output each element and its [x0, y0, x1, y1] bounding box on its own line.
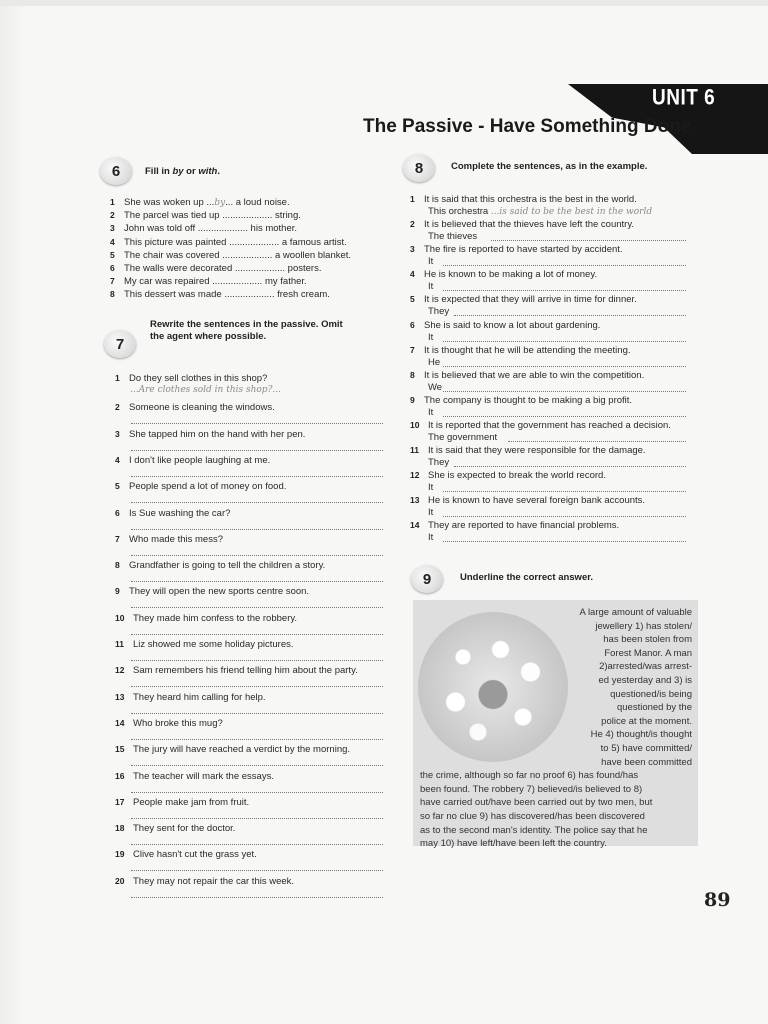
item-sentence: The company is thought to be making a big profit. [424, 394, 633, 406]
exercise-7-item [115, 455, 270, 466]
item-number: 8 [110, 289, 115, 300]
exercise-6-item [110, 276, 307, 287]
item-sentence: Who broke this mug? [133, 717, 223, 729]
item-number: 7 [115, 533, 120, 544]
item-starter [428, 256, 433, 267]
item-text-before: The chair was covered ................... [124, 249, 273, 261]
item-number: 8 [115, 560, 120, 571]
item-number: 5 [410, 294, 415, 305]
exercise-8-item [410, 445, 646, 456]
item-number: 8 [410, 369, 415, 380]
exercise-8-item [410, 370, 644, 381]
item-number: 5 [110, 249, 115, 260]
answer-line[interactable] [443, 391, 686, 392]
answer-line[interactable] [491, 240, 686, 241]
item-starter [428, 231, 477, 242]
item-number: 12 [410, 470, 420, 481]
item-starter [428, 432, 497, 443]
passage-line: A large amount of valuable [579, 607, 692, 618]
example-answer: ...Are clothes sold in this shop?... [130, 385, 281, 395]
item-number: 4 [410, 269, 415, 280]
item-text-after: a famous artist. [279, 236, 347, 248]
item-sentence: People spend a lot of money on food. [129, 481, 287, 493]
item-number: 6 [410, 319, 415, 330]
answer-line[interactable] [443, 290, 686, 291]
item-number: 14 [410, 520, 420, 531]
exercise-6-item [110, 250, 351, 261]
item-sentence: People make jam from fruit. [133, 796, 250, 808]
page-number: 89 [704, 889, 731, 911]
item-number: 3 [410, 244, 415, 255]
item-sentence: They may not repair the car this week. [133, 875, 295, 887]
item-number: 9 [115, 586, 120, 597]
item-sentence: It is expected that they will arrive in time for dinner. [424, 294, 637, 306]
exercise-7-item [115, 373, 267, 384]
item-number: 6 [110, 263, 115, 273]
item-text-after: posters. [285, 263, 322, 274]
starter-word: They [428, 457, 450, 468]
answer-line[interactable] [443, 341, 686, 342]
item-starter [428, 507, 433, 518]
answer-line[interactable] [131, 476, 383, 477]
item-number: 10 [410, 419, 420, 430]
item-starter [428, 357, 440, 368]
passage-line: has been stolen from [603, 634, 692, 646]
answer-line[interactable] [454, 315, 686, 316]
exercise-6-instruction: Fill in by or with. [145, 166, 220, 177]
item-number: 10 [115, 612, 125, 623]
answer-line[interactable] [454, 466, 686, 467]
item-number: 4 [115, 454, 120, 465]
item-number: 13 [410, 495, 420, 506]
item-sentence: He is known to have several foreign bank accounts. [428, 495, 646, 507]
item-number: 13 [115, 691, 125, 702]
item-text-after: my father. [262, 276, 307, 288]
item-starter [428, 457, 449, 468]
handwritten-answer [130, 384, 281, 395]
item-number: 1 [410, 194, 415, 204]
exercise-8-item [410, 194, 637, 205]
item-sentence: They made him confess to the robbery. [133, 612, 298, 624]
passage-line: ed yesterday and 3) is [598, 675, 692, 686]
exercise-8-item [410, 294, 637, 305]
item-number: 2 [410, 219, 415, 230]
item-number: 1 [110, 197, 115, 207]
item-text-after: his mother. [247, 223, 298, 235]
item-sentence: I don't like people laughing at me. [129, 454, 271, 466]
answer-line[interactable] [443, 416, 686, 417]
exercise-6-badge: 6 [100, 157, 132, 185]
exercise-7-item [115, 534, 223, 545]
unit-label: UNIT 6 [652, 86, 716, 111]
exercise-6-item [110, 263, 321, 274]
exercise-8-item [410, 269, 597, 280]
item-text-before: This picture was painted ................... [124, 236, 280, 248]
answer-line[interactable] [443, 265, 686, 266]
starter-word: They [428, 306, 450, 318]
starter-word: We [428, 381, 443, 393]
item-sentence: Someone is cleaning the windows. [129, 402, 275, 414]
item-text-after: fresh cream. [274, 289, 330, 301]
item-sentence: She is expected to break the world record. [428, 470, 606, 482]
item-sentence: They heard him calling for help. [133, 691, 266, 703]
exercise-7-item [115, 823, 235, 834]
jewellery-image [418, 612, 568, 762]
item-number: 7 [110, 276, 115, 287]
answer-line[interactable] [131, 686, 383, 687]
starter-word: It [428, 331, 434, 343]
exercise-8-badge: 8 [403, 154, 435, 182]
answer-line[interactable] [131, 792, 383, 793]
answer-line[interactable] [131, 818, 383, 819]
exercise-8-item [410, 395, 632, 406]
item-starter [428, 281, 433, 292]
exercise-8-item [410, 495, 645, 506]
exercise-7-item [115, 586, 309, 597]
item-number: 11 [410, 445, 419, 455]
starter-word: The government [428, 431, 498, 443]
answer-line[interactable] [508, 441, 686, 442]
item-text-after: a woollen blanket. [272, 249, 352, 261]
exercise-7-item [115, 718, 223, 729]
passage-line: jewellery 1) has stolen/ [595, 620, 692, 632]
item-sentence: She is said to know a lot about gardening. [424, 319, 601, 331]
page-title: The Passive - Have Something Done [363, 116, 692, 137]
item-text-before: This dessert was made ................... [124, 289, 275, 301]
item-starter [428, 306, 449, 317]
answer-line[interactable] [443, 366, 686, 367]
item-starter [428, 206, 652, 217]
starter-word: This orchestra [428, 206, 489, 217]
exercise-7-item [115, 402, 275, 413]
item-number: 6 [115, 507, 120, 518]
exercise-7-item [115, 876, 294, 887]
answer-line[interactable] [131, 739, 383, 740]
item-text-before: She was woken up ... [124, 197, 215, 208]
item-number: 3 [110, 223, 115, 234]
item-text-before: The walls were decorated ................... [124, 263, 286, 274]
starter-word: It [428, 406, 434, 418]
passage-line: Forest Manor. A man [604, 647, 692, 659]
passage-line: the crime, although so far no proof 6) has found/has [420, 770, 639, 782]
item-starter [428, 382, 442, 393]
starter-word: It [428, 507, 434, 519]
item-number: 1 [115, 373, 120, 383]
exercise-7-item [115, 639, 294, 650]
passage-line: may 10) have left/have been left the country. [420, 838, 607, 850]
exercise-8-item [410, 219, 634, 230]
item-text-before: John was told off ................... [124, 223, 248, 235]
item-sentence: It is said that they were responsible for the damage. [428, 445, 646, 456]
answer-line[interactable] [131, 870, 383, 871]
exercise-7-badge: 7 [104, 330, 136, 358]
item-number: 7 [410, 344, 415, 355]
item-starter [428, 332, 433, 343]
item-sentence: It is believed that we are able to win the competition. [424, 369, 645, 381]
item-sentence: It is said that this orchestra is the best in the world. [424, 194, 637, 205]
passage-line: have been committed [601, 756, 692, 768]
passage-line: been found. The robbery 7) believed/is believed to 8) [420, 783, 643, 795]
exercise-8-item [410, 520, 619, 531]
answer-line[interactable] [131, 713, 383, 714]
answer-line[interactable] [131, 660, 383, 661]
item-number: 14 [115, 717, 125, 728]
handwritten-answer: ...is said to be the best in the world [490, 207, 653, 217]
exercise-6-item [110, 237, 347, 248]
exercise-7-item [115, 692, 266, 703]
item-number: 17 [115, 796, 125, 807]
item-sentence: The fire is reported to have started by accident. [424, 244, 623, 256]
item-text-before: My car was repaired ................... [124, 276, 263, 288]
item-text-before: The parcel was tied up ................... [124, 210, 273, 222]
item-number: 18 [115, 823, 125, 834]
item-sentence: Grandfather is going to tell the children a story. [129, 560, 326, 572]
passage-line: police at the moment. [601, 715, 692, 727]
item-starter [428, 407, 433, 418]
item-number: 16 [115, 770, 125, 781]
item-number: 15 [115, 744, 125, 755]
item-number: 5 [115, 481, 120, 492]
exercise-7-item [115, 613, 297, 624]
passage-line: have carried out/have been carried out by two men, but [420, 797, 653, 809]
answer-line[interactable] [131, 502, 383, 503]
exercise-7-item [115, 508, 230, 519]
item-sentence: It is thought that he will be attending the meeting. [424, 344, 631, 356]
answer-line[interactable] [131, 529, 383, 530]
starter-word: The thieves [428, 231, 478, 243]
item-number: 2 [110, 210, 115, 221]
handwritten-answer: by [214, 198, 226, 208]
item-number: 12 [115, 665, 125, 676]
item-sentence: They will open the new sports centre soon. [129, 586, 310, 598]
item-number: 2 [115, 402, 120, 413]
exercise-7-item [115, 797, 249, 808]
exercise-7-item [115, 481, 286, 492]
item-number: 4 [110, 236, 115, 247]
exercise-8-item [410, 244, 623, 255]
exercise-8-item [410, 470, 606, 481]
exercise-7-item [115, 744, 350, 755]
exercise-6-item [110, 197, 290, 208]
exercise-9-instruction: Underline the correct answer. [460, 572, 594, 583]
exercise-7-item [115, 560, 325, 571]
exercise-7-item [115, 771, 274, 782]
item-sentence: The teacher will mark the essays. [133, 770, 274, 782]
answer-line[interactable] [131, 897, 383, 898]
exercise-8-instruction: Complete the sentences, as in the example. [451, 161, 648, 172]
answer-line[interactable] [443, 541, 686, 542]
exercise-7-item [115, 429, 305, 440]
item-sentence: He is known to be making a lot of money. [424, 269, 598, 281]
exercise-8-item [410, 320, 600, 331]
item-sentence: They sent for the doctor. [133, 823, 236, 835]
answer-line[interactable] [131, 581, 383, 582]
answer-line[interactable] [131, 555, 383, 556]
exercise-8-item [410, 345, 631, 356]
item-number: 19 [115, 849, 125, 860]
item-number: 11 [115, 639, 124, 649]
exercise-6-item [110, 210, 301, 221]
item-number: 20 [115, 875, 125, 886]
item-starter [428, 482, 433, 493]
item-sentence: Is Sue washing the car? [129, 507, 231, 519]
item-sentence: She tapped him on the hand with her pen. [129, 428, 306, 440]
item-sentence: They are reported to have financial problems. [428, 520, 620, 532]
item-sentence: Clive hasn't cut the grass yet. [133, 849, 257, 861]
item-number: 3 [115, 428, 120, 439]
answer-line[interactable] [131, 450, 383, 451]
starter-word: It [428, 256, 434, 268]
scan-edge [0, 0, 768, 6]
item-sentence: Liz showed me some holiday pictures. [133, 639, 294, 650]
passage-line: 2)arrested/was arrest- [599, 661, 692, 673]
answer-line[interactable] [443, 491, 686, 492]
exercise-8-item [410, 420, 671, 431]
answer-line[interactable] [131, 844, 383, 845]
answer-line[interactable] [131, 634, 383, 635]
exercise-9-badge: 9 [411, 565, 443, 593]
passage-line: to 5) have committed/ [600, 743, 692, 754]
answer-line[interactable] [131, 607, 383, 608]
passage-line: questioned by the [616, 702, 692, 714]
starter-word: It [428, 482, 434, 494]
answer-line[interactable] [131, 423, 383, 424]
item-sentence: The jury will have reached a verdict by the morning. [133, 744, 351, 756]
item-text-after: string. [272, 210, 301, 222]
exercise-7-item [115, 665, 358, 676]
exercise-6-item [110, 223, 297, 234]
answer-line[interactable] [443, 516, 686, 517]
item-sentence: It is reported that the government has reached a decision. [428, 419, 671, 431]
passage-line: as to the second man's identity. The police say that he [420, 824, 648, 836]
item-sentence: Sam remembers his friend telling him about the party. [133, 665, 358, 677]
passage-line: so far no clue 9) has discovered/has been discovered [420, 811, 645, 822]
passage-line: He 4) thought/is thought [590, 729, 692, 741]
item-starter [428, 532, 433, 543]
starter-word: He [428, 356, 441, 368]
item-sentence: Who made this mess? [129, 533, 223, 545]
passage-line: questioned/is being [610, 688, 692, 700]
starter-word: It [428, 532, 434, 544]
scan-shadow [0, 0, 26, 1024]
starter-word: It [428, 281, 434, 293]
exercise-7-item [115, 849, 257, 860]
exercise-7-instruction: Rewrite the sentences in the passive. Omit the agent where possible. [150, 319, 343, 342]
item-sentence: Do they sell clothes in this shop? [129, 373, 268, 384]
item-number: 9 [410, 394, 415, 405]
item-text-after: ... a loud noise. [225, 197, 290, 208]
answer-line[interactable] [131, 765, 383, 766]
exercise-6-item [110, 289, 330, 300]
item-sentence: It is believed that the thieves have left the country. [424, 219, 635, 231]
